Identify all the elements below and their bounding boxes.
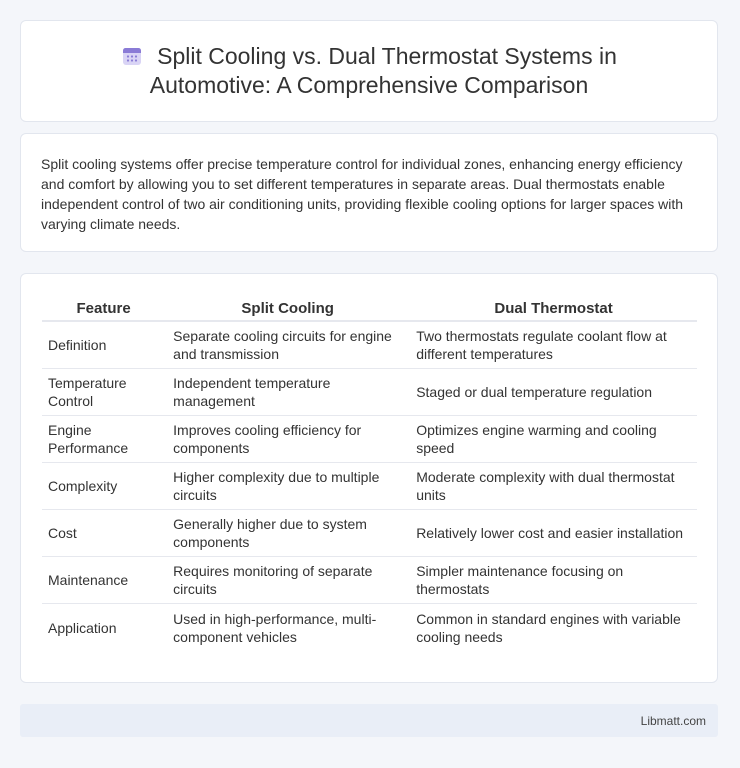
table-row bbox=[42, 557, 697, 604]
feature-cell: Engine Performance bbox=[42, 416, 165, 463]
header-feature: Feature bbox=[42, 294, 165, 322]
table-row bbox=[42, 416, 697, 463]
dual-thermostat-cell: Two thermostats regulate coolant flow at different temperatures bbox=[408, 322, 697, 369]
dual-thermostat-cell: Moderate complexity with dual thermostat units bbox=[408, 463, 697, 510]
dual-thermostat-cell: Optimizes engine warming and cooling speed bbox=[408, 416, 697, 463]
split-cooling-cell: Requires monitoring of separate circuits bbox=[165, 557, 408, 604]
calendar-icon bbox=[121, 45, 143, 67]
intro-card bbox=[20, 133, 718, 252]
split-cooling-cell: Higher complexity due to multiple circuits bbox=[165, 463, 408, 510]
footer bbox=[20, 704, 718, 737]
dual-thermostat-cell: Relatively lower cost and easier installation bbox=[408, 510, 697, 557]
split-cooling-cell: Generally higher due to system components bbox=[165, 510, 408, 557]
page-title bbox=[89, 42, 649, 100]
comparison-table bbox=[42, 294, 697, 651]
dual-thermostat-cell: Simpler maintenance focusing on thermostats bbox=[408, 557, 697, 604]
page-title-text: Split Cooling vs. Dual Thermostat Systems in Automotive: A Comprehensive Comparison bbox=[149, 43, 617, 98]
intro-paragraph: Split cooling systems offer precise temperature control for individual zones, enhancing energy efficiency and comfort by allowing you to set different temperatures in separate areas. Dual thermostats enable independent control of two air conditioning units, providing flexible cooling options for larger spaces with varying climate needs. bbox=[41, 156, 684, 232]
split-cooling-cell: Used in high-performance, multi-component vehicles bbox=[173, 610, 377, 645]
split-cooling-cell: Improves cooling efficiency for components bbox=[165, 416, 408, 463]
table-row bbox=[42, 510, 697, 557]
feature-cell: Temperature Control bbox=[42, 369, 165, 416]
dual-thermostat-cell: Common in standard engines with variable cooling needs bbox=[416, 610, 681, 645]
table-row bbox=[42, 463, 697, 510]
footer-site-link[interactable]: Libmatt.com bbox=[640, 713, 706, 728]
feature-cell: Definition bbox=[42, 322, 165, 369]
feature-cell: Maintenance bbox=[42, 557, 165, 604]
header-split-cooling: Split Cooling bbox=[165, 294, 408, 322]
table-header-row bbox=[42, 294, 697, 322]
comparison-card bbox=[20, 273, 718, 683]
split-cooling-cell: Independent temperature management bbox=[165, 369, 408, 416]
feature-cell: Cost bbox=[42, 510, 165, 557]
header-dual-thermostat: Dual Thermostat bbox=[408, 294, 697, 322]
dual-thermostat-cell: Staged or dual temperature regulation bbox=[408, 369, 697, 416]
table-row bbox=[42, 322, 697, 369]
title-card bbox=[20, 20, 718, 122]
table-row bbox=[42, 604, 697, 651]
feature-cell: Complexity bbox=[42, 463, 165, 510]
split-cooling-cell: Separate cooling circuits for engine and transmission bbox=[165, 322, 408, 369]
feature-cell: Application bbox=[48, 619, 117, 636]
table-row bbox=[42, 369, 697, 416]
